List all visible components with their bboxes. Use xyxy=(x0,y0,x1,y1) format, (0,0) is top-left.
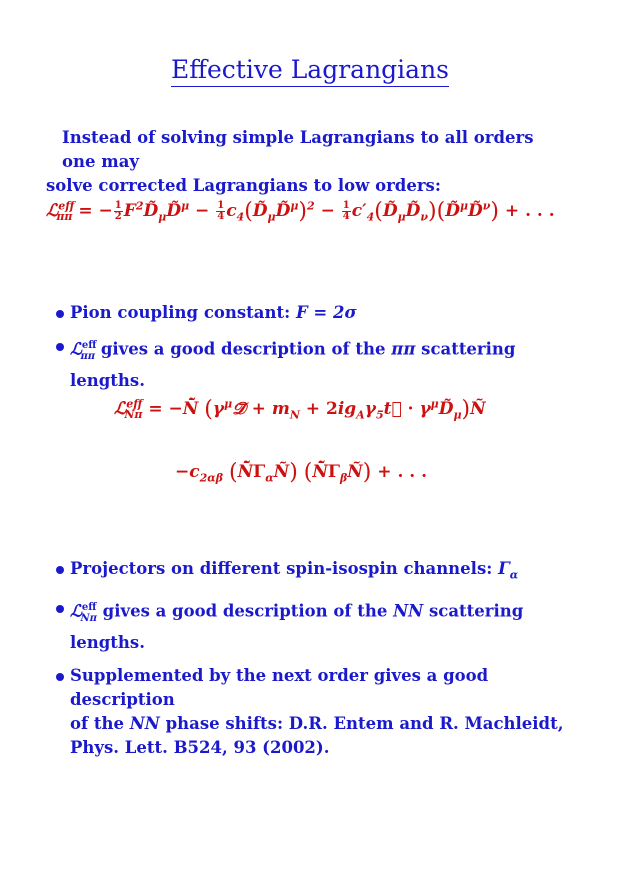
paren-open: ( xyxy=(436,199,446,224)
eq-sub: β xyxy=(339,471,348,485)
intro-paragraph xyxy=(46,126,566,198)
eq-ellipsis: + . . . xyxy=(371,462,428,482)
bullet-math: ℒ xyxy=(70,339,82,359)
eq-operator: − xyxy=(189,201,216,221)
bullet-dot-icon xyxy=(56,673,64,681)
eq-symbol: D̃ xyxy=(275,201,291,221)
eq-sub: 4 xyxy=(366,210,375,224)
eq-symbol: D̃ xyxy=(252,201,268,221)
bullet-text: of the xyxy=(70,714,130,734)
eq-symbol: c xyxy=(189,462,200,482)
eq-symbol: D̃ xyxy=(405,201,421,221)
paren-open: ( xyxy=(303,460,313,485)
eq-symbol: m xyxy=(271,399,290,419)
bullet-line xyxy=(70,712,566,736)
eq-sup: μ xyxy=(181,199,190,213)
eq-operator: = − xyxy=(142,399,183,419)
eq-symbol: Ñ xyxy=(470,399,486,419)
eq-symbol: ℒ xyxy=(114,399,127,419)
eq-sup: μ xyxy=(290,199,299,213)
eq-operator: − xyxy=(175,462,190,482)
bullet-dot-icon xyxy=(56,605,64,613)
bullet-text: Pion coupling constant: xyxy=(70,303,296,322)
eq-sup: ν xyxy=(482,199,491,213)
paren-close: ) xyxy=(428,199,437,224)
eq-symbol: 𝒟⃗ xyxy=(232,399,246,419)
eq-symbol: D̃ xyxy=(438,399,454,419)
eq-symbol: ℒ xyxy=(46,201,59,221)
eq-symbol: N̄̃ xyxy=(237,462,254,482)
eq-sup: eff xyxy=(58,199,75,213)
bullet-math: NN xyxy=(393,601,424,621)
bullet-list-2 xyxy=(56,557,566,769)
bullet-dot-icon xyxy=(56,343,64,351)
eq-sup: eff xyxy=(126,397,143,411)
equation-npi-line-1 xyxy=(114,397,486,422)
bullet-sup: eff xyxy=(81,602,97,614)
bullet-math: F = 2σ xyxy=(295,303,357,322)
paren-open: ( xyxy=(244,199,253,224)
bullet-item xyxy=(56,557,566,587)
eq-sub: 4 xyxy=(236,210,245,224)
bullet-sub: Nπ xyxy=(80,613,97,625)
eq-symbol: c′ xyxy=(351,201,367,221)
bullet-sub: α xyxy=(509,568,519,582)
eq-symbol: γ xyxy=(212,399,225,419)
paren-open: ( xyxy=(204,397,213,422)
eq-symbol: c xyxy=(226,201,237,221)
eq-symbol: t⃗ xyxy=(383,399,402,419)
bullet-text: gives a good description of the xyxy=(95,339,392,359)
bullet-dot-icon xyxy=(56,566,64,574)
equation-pipi xyxy=(46,199,555,224)
eq-operator: · xyxy=(401,399,420,419)
eq-sub: A xyxy=(356,408,365,422)
paren-open: ( xyxy=(374,199,383,224)
eq-sub: μ xyxy=(397,210,406,224)
bullet-item xyxy=(56,334,566,393)
eq-ellipsis: + . . . xyxy=(499,201,555,221)
eq-symbol: N̄̃ xyxy=(182,399,199,419)
bullet-text: scattering lengths. xyxy=(70,601,524,653)
bullet-text: scattering lengths. xyxy=(70,339,516,390)
eq-symbol: D̃ xyxy=(166,201,182,221)
frac-den: 4 xyxy=(217,211,225,222)
bullet-math: ππ xyxy=(391,339,416,359)
eq-operator: + xyxy=(245,399,272,419)
bullet-math: ℒ xyxy=(70,601,82,621)
eq-symbol: Ñ xyxy=(273,462,290,482)
eq-symbol: γ xyxy=(364,399,376,419)
eq-sub: ν xyxy=(420,210,429,224)
eq-sub: 2αβ xyxy=(199,471,224,485)
bullet-item xyxy=(56,664,566,760)
eq-symbol: N̄̃ xyxy=(312,462,328,482)
eq-symbol: ig xyxy=(337,399,357,419)
bullet-dot-icon xyxy=(56,310,64,318)
eq-operator: = − xyxy=(72,201,113,221)
eq-sup: 2 xyxy=(135,199,144,213)
eq-sup: μ xyxy=(224,397,233,411)
paren-open: ( xyxy=(228,460,238,485)
bullet-text: phase shifts: D.R. Entem and R. Machleidt, xyxy=(159,714,564,734)
equation-npi-line-2 xyxy=(175,460,427,485)
eq-sub: Nπ xyxy=(124,408,143,422)
bullet-text: Supplemented by the next order gives a good description xyxy=(70,666,489,710)
bullet-sup: eff xyxy=(81,340,97,351)
frac-num: 1 xyxy=(217,200,225,211)
paren-close: ) xyxy=(289,460,298,485)
eq-symbol: γ xyxy=(419,399,431,419)
eq-symbol: D̃ xyxy=(468,201,483,221)
bullet-item xyxy=(56,596,566,655)
eq-symbol: Ñ xyxy=(347,462,363,482)
bullet-list-1 xyxy=(56,301,566,402)
frac-num: 1 xyxy=(114,200,122,211)
eq-sub: α xyxy=(265,471,274,485)
eq-sup: 2 xyxy=(307,199,315,213)
eq-operator: − xyxy=(314,201,341,221)
bullet-text: Phys. Lett. B524, 93 (2002). xyxy=(70,738,330,758)
fraction xyxy=(342,201,351,222)
eq-symbol: D̃ xyxy=(445,201,460,221)
eq-symbol: F xyxy=(123,201,136,221)
frac-num: 1 xyxy=(342,200,350,211)
intro-line-1: Instead of solving simple Lagrangians to all orders one may xyxy=(62,128,534,171)
intro-line-2: solve corrected Lagrangians to low orders: xyxy=(46,176,441,195)
bullet-text: Projectors on different spin-isospin channels: xyxy=(70,559,499,578)
paren-close: ) xyxy=(490,199,500,224)
eq-sub: μ xyxy=(158,210,167,224)
eq-operator: + 2 xyxy=(299,399,338,419)
eq-symbol: D̃ xyxy=(143,201,159,221)
paren-close: ) xyxy=(298,199,308,224)
eq-sub: μ xyxy=(453,408,462,422)
eq-sub: N xyxy=(289,408,300,422)
bullet-sub: ππ xyxy=(80,350,96,362)
bullet-item xyxy=(56,301,566,325)
fraction xyxy=(114,201,123,222)
eq-sup: μ xyxy=(459,199,469,213)
eq-symbol: Γ xyxy=(253,462,266,482)
eq-sub: ππ xyxy=(56,210,73,224)
paren-close: ) xyxy=(461,397,471,422)
fraction xyxy=(216,201,225,222)
paren-close: ) xyxy=(362,460,372,485)
eq-symbol: D̃ xyxy=(382,201,398,221)
eq-sub: 5 xyxy=(375,408,384,422)
eq-symbol: Γ xyxy=(327,462,340,482)
bullet-math: Γ xyxy=(498,559,510,578)
bullet-text: gives a good description of the xyxy=(96,601,394,621)
frac-den: 2 xyxy=(114,211,122,222)
eq-sub: μ xyxy=(267,210,276,224)
bullet-math: NN xyxy=(129,714,160,734)
page-title: Effective Lagrangians xyxy=(0,55,620,84)
eq-sup: μ xyxy=(430,397,439,411)
frac-den: 4 xyxy=(342,211,350,222)
